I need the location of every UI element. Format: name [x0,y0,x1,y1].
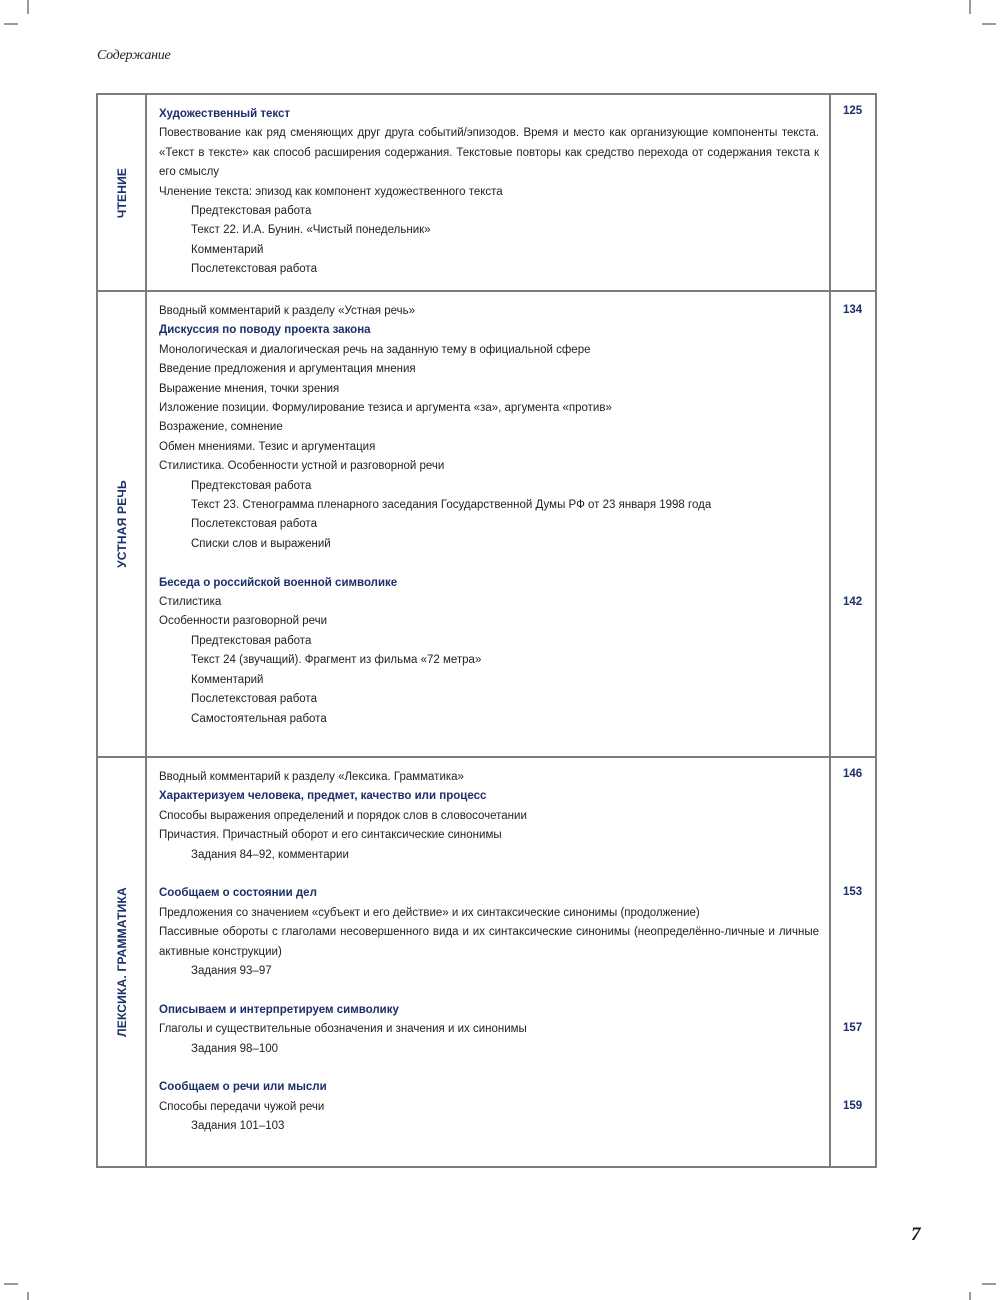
toc-entry: Предложения со значением «субъект и его действие» и их синтаксические синонимы (продолжение) [159,906,700,919]
toc-entry: Изложение позиции. Формулирование тезиса и аргумента «за», аргумента «против» [159,402,612,415]
toc-entry: Задания 98–100 [191,1042,279,1055]
toc-entry: Членение текста: эпизод как компонент художественного текста [159,185,503,198]
section-label: УСТНАЯ РЕЧЬ [114,480,129,568]
spacer [159,865,819,884]
crop-mark [982,23,996,25]
toc-entry: Самостоятельная работа [191,712,327,725]
page-reference[interactable]: 159 [843,1100,863,1112]
toc-entry: Вводный комментарий к разделу «Лексика. Грамматика» [159,771,464,783]
toc-entry: Текст 24 (звучащий). Фрагмент из фильма «72 метра» [191,654,482,667]
toc-entry: Комментарий [191,243,264,256]
toc-entry: Глаголы и существительные обозначения и значения и их синонимы [159,1023,527,1036]
page-ref-cell [830,291,876,757]
toc-entry: Повествование как ряд сменяющих друг друга событий/эпизодов. Время и место как организующие компоненты текста. «Текст в тексте» как способ расширения содержания. Текстовые повторы как средство перехода от содержания текста к его смыслу [159,127,819,179]
spacer [159,554,819,573]
toc-entry: Причастия. Причастный оборот и его синтаксические синонимы [159,829,502,842]
crop-mark [27,0,29,14]
toc-topic-link[interactable]: Беседа о российской военной символике [159,576,398,589]
crop-mark [4,23,18,25]
toc-entry: Послетекстовая работа [191,693,317,706]
page-ref-cell [830,757,876,1167]
page-reference[interactable]: 142 [843,596,863,608]
toc-entry: Вводный комментарий к разделу «Устная речь» [159,305,416,317]
toc-entry: Предтекстовая работа [191,479,312,492]
section-entries-cell [146,757,830,1167]
section-row [97,757,876,1167]
toc-topic-link[interactable]: Сообщаем о речи или мысли [159,1081,327,1094]
toc-topic-link[interactable]: Сообщаем о состоянии дел [159,887,317,900]
toc-entry: Предтекстовая работа [191,634,312,647]
crop-mark [982,1283,996,1285]
section-label-cell [97,94,146,291]
toc-entry: Списки слов и выражений [191,537,331,550]
section-label-cell [97,757,146,1167]
toc-entry: Предтекстовая работа [191,205,312,218]
section-row [97,94,876,291]
section-label-cell [97,291,146,757]
toc-entry: Стилистика. Особенности устной и разговорной речи [159,460,445,473]
page-reference[interactable]: 134 [843,304,863,316]
crop-mark [969,1292,971,1300]
toc-entry: Способы передачи чужой речи [159,1100,325,1113]
spacer [159,981,819,1000]
toc-entry: Комментарий [191,673,264,686]
toc-entry: Задания 84–92, комментарии [191,848,349,861]
toc-entry: Послетекстовая работа [191,263,317,276]
crop-mark [27,1292,29,1300]
toc-entry: Пассивные обороты с глаголами несовершенного вида и их синтаксические синонимы (неопределённо-личные и личные активные конструкции) [159,926,819,958]
section-entries-cell [146,291,830,757]
toc-entry: Стилистика [159,596,222,609]
toc-topic-link[interactable]: Характеризуем человека, предмет, качество или процесс [159,790,487,803]
toc-entry: Текст 22. И.А. Бунин. «Чистый понедельник» [191,224,431,237]
toc-entry: Выражение мнения, точки зрения [159,382,340,395]
crop-mark [4,1283,18,1285]
toc-entry: Возражение, сомнение [159,421,283,434]
page-reference[interactable]: 153 [843,886,863,898]
section-label: ЛЕКСИКА. ГРАММАТИКА [114,887,129,1037]
toc-entry: Обмен мнениями. Тезис и аргументация [159,440,376,453]
section-row [97,291,876,757]
toc-topic-link[interactable]: Описываем и интерпретируем символику [159,1003,399,1016]
spacer [159,1059,819,1078]
page-reference[interactable]: 146 [843,768,863,780]
toc-entry: Текст 23. Стенограмма пленарного заседания Государственной Думы РФ от 23 января 1998 года [191,499,712,512]
table-of-contents [96,93,877,1168]
page-header: Содержание [97,48,171,63]
toc-entry: Задания 101–103 [191,1120,285,1133]
page-reference[interactable]: 157 [843,1022,863,1034]
page-ref-cell [830,94,876,291]
toc-entry: Особенности разговорной речи [159,615,328,628]
toc-entry: Введение предложения и аргументация мнения [159,363,416,376]
toc-entry: Послетекстовая работа [191,518,317,531]
section-label: ЧТЕНИЕ [114,167,129,218]
page-number: 7 [911,1224,921,1245]
toc-topic-link[interactable]: Художественный текст [159,108,291,120]
toc-entry: Монологическая и диалогическая речь на заданную тему в официальной сфере [159,343,591,356]
toc-entry: Способы выражения определений и порядок слов в словосочетании [159,809,527,822]
toc-entry: Задания 93–97 [191,965,272,978]
crop-mark [969,0,971,14]
section-entries-cell [146,94,830,291]
toc-topic-link[interactable]: Дискуссия по поводу проекта закона [159,324,371,337]
page-reference[interactable]: 125 [843,105,863,117]
